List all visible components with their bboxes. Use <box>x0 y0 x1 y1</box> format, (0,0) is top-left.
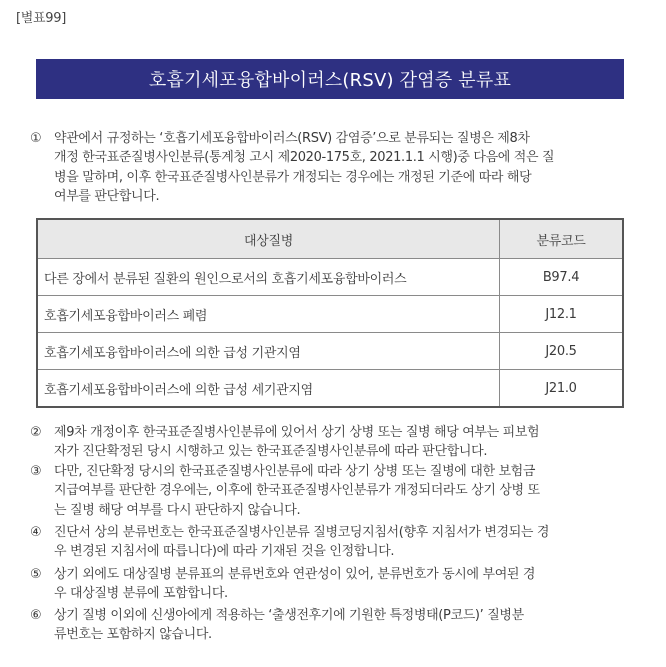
header-disease: 대상질병 <box>37 219 500 259</box>
paragraph-number: ② <box>30 425 42 440</box>
paragraph-text: 상기 외에도 대상질병 분류표의 분류번호와 연관성이 있어, 분류번호가 동시에 부여된 경 우 대상질병 분류에 포함합니다. <box>54 567 536 602</box>
disease-cell: 호흡기세포융합바이러스에 의한 급성 기관지염 <box>37 333 500 370</box>
table-header-row <box>37 219 623 259</box>
note-paragraph <box>30 423 630 462</box>
page-title-banner <box>36 59 624 99</box>
note-paragraph <box>30 462 630 520</box>
code-cell: J20.5 <box>500 333 624 370</box>
disease-cell: 호흡기세포융합바이러스에 의한 급성 세기관지염 <box>37 370 500 408</box>
paragraph-text: 다만, 진단확정 당시의 한국표준질병사인분류에 따라 상기 상병 또는 질병에 대한 보험금 지급여부를 판단한 경우에는, 이후에 한국표준질병사인분류가 개정되더라도 상기 상병 또 는 질병 해당 여부를 다시 판단하지 않습니다. <box>54 464 540 518</box>
paragraph-number: ⑤ <box>30 567 42 582</box>
appendix-label: [별표99] <box>16 11 67 26</box>
table-row <box>37 259 623 296</box>
note-paragraph <box>30 523 630 562</box>
disease-cell: 다른 장에서 분류된 질환의 원인으로서의 호흡기세포융합바이러스 <box>37 259 500 296</box>
disease-cell: 호흡기세포융합바이러스 폐렴 <box>37 296 500 333</box>
note-paragraph <box>30 565 630 604</box>
table-row <box>37 333 623 370</box>
note-paragraph <box>30 606 630 645</box>
header-code: 분류코드 <box>500 219 624 259</box>
table-row <box>37 296 623 333</box>
paragraph-text: 약관에서 규정하는 ‘호흡기세포융합바이러스(RSV) 감염증’으로 분류되는 질병은 제8차 개정 한국표준질병사인분류(통계청 고시 제2020-175호, 2021.1.1 시행)중 다음에 적은 질 병을 말하며, 이후 한국표준질병사인분류가 개정되는 경우에는 개정된 기준에 따라 해당 여부를 판단합니다. <box>54 131 555 204</box>
paragraph-number: ③ <box>30 464 42 479</box>
table-row <box>37 370 623 408</box>
paragraph-text: 상기 질병 이외에 신생아에게 적용하는 ‘출생전후기에 기원한 특정병태(P코드)’ 질병분 류번호는 포함하지 않습니다. <box>54 608 524 643</box>
page-title: 호흡기세포융합바이러스(RSV) 감염증 분류표 <box>148 70 512 91</box>
code-cell: J12.1 <box>500 296 624 333</box>
paragraph-number: ④ <box>30 525 42 540</box>
paragraph-number: ① <box>30 131 42 146</box>
code-cell: J21.0 <box>500 370 624 408</box>
paragraph-text: 진단서 상의 분류번호는 한국표준질병사인분류 질병코딩지침서(향후 지침서가 변경되는 경 우 변경된 지침서에 따릅니다)에 따라 기재된 것을 인정합니다. <box>54 525 550 560</box>
paragraph-number: ⑥ <box>30 608 42 623</box>
disease-code-table <box>36 218 624 408</box>
paragraph-text: 제9차 개정이후 한국표준질병사인분류에 있어서 상기 상병 또는 질병 해당 여부는 피보험 자가 진단확정된 당시 시행하고 있는 한국표준질병사인분류에 따라 판단합니다. <box>54 425 540 460</box>
intro-paragraph <box>30 129 630 206</box>
code-cell: B97.4 <box>500 259 624 296</box>
